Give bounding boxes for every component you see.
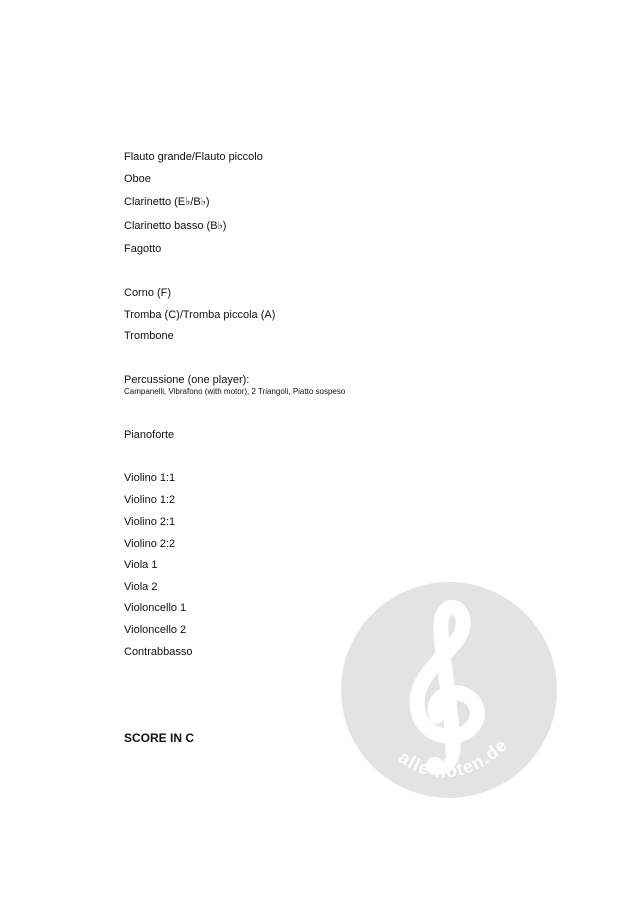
instrument-tromba: Tromba (C)/Tromba piccola (A) — [124, 309, 276, 321]
instrument-violoncello-2: Violoncello 2 — [124, 624, 187, 636]
score-note: SCORE IN C — [124, 731, 195, 745]
percussion-heading: Percussione (one player): — [124, 374, 250, 386]
instrument-contrabbasso: Contrabbasso — [124, 646, 193, 658]
instrument-viola-2: Viola 2 — [124, 581, 158, 593]
instrument-flauto: Flauto grande/Flauto piccolo — [124, 151, 263, 163]
instrument-violino-2-2: Violino 2:2 — [124, 538, 176, 550]
watermark-text: alle-noten.de — [395, 734, 512, 782]
instrument-clarinetto-basso: Clarinetto basso (B♭) — [124, 220, 227, 232]
instrument-oboe: Oboe — [124, 173, 151, 185]
instrument-clarinetto: Clarinetto (E♭/B♭) — [124, 196, 210, 208]
instrument-viola-1: Viola 1 — [124, 559, 158, 571]
instrument-violino-2-1: Violino 2:1 — [124, 516, 176, 528]
instrument-trombone: Trombone — [124, 330, 174, 342]
watermark-logo — [341, 582, 557, 798]
instrument-violino-1-1: Violino 1:1 — [124, 472, 176, 484]
percussion-detail: Campanelli, Vibrafono (with motor), 2 Triangoli, Piatto sospeso — [124, 387, 346, 396]
instrument-violino-1-2: Violino 1:2 — [124, 494, 176, 506]
instrument-corno: Corno (F) — [124, 287, 172, 299]
instrument-pianoforte: Pianoforte — [124, 429, 175, 441]
instrument-fagotto: Fagotto — [124, 243, 162, 255]
instrument-violoncello-1: Violoncello 1 — [124, 602, 187, 614]
